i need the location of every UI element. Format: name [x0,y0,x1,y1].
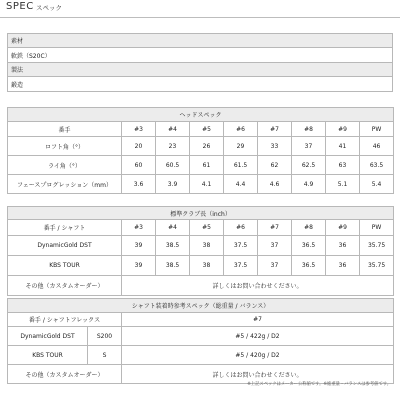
table-cell: 37 [258,256,292,276]
shaft-spec-table [7,298,394,384]
table-row [8,256,394,276]
table-row [8,346,394,365]
column-header: #6 [224,122,258,137]
column-header: #4 [156,220,190,236]
column-header: #3 [122,122,156,137]
table-cell: 38 [190,236,224,256]
table-cell: 37.5 [224,256,258,276]
table-cell: 20 [122,137,156,156]
table-row [8,175,394,194]
table-cell: 35.75 [360,236,394,256]
table-cell: 38.5 [156,236,190,256]
footnote: ※上記スペックはメーカー公称値です。※総重量・バランスは参考値です。 [247,382,391,387]
table-cell: 26 [190,137,224,156]
table-cell: 36.5 [292,236,326,256]
material-label: 素材 [8,34,393,48]
table-cell: 37.5 [224,236,258,256]
column-header: #8 [292,220,326,236]
column-header: #5 [190,220,224,236]
row-label: KBS TOUR [8,346,88,365]
table-cell: 4.4 [224,175,258,194]
table-cell: 36 [326,256,360,276]
table-cell: 35.75 [360,256,394,276]
table-cell: 62.5 [292,156,326,175]
column-header: 番手 / シャフト [8,220,122,236]
table-cell: 63 [326,156,360,175]
table-cell: 4.9 [292,175,326,194]
table-cell: 38.5 [156,256,190,276]
table-cell: 46 [360,137,394,156]
column-header: #3 [122,220,156,236]
table-cell: 38 [190,256,224,276]
table-row [8,156,394,175]
table-row [8,327,394,346]
table-cell: 4.6 [258,175,292,194]
row-label: その他（カスタムオーダー） [8,365,122,384]
column-header: #7 [122,313,394,327]
row-label: ロフト角（°） [8,137,122,156]
table-cell: #5 / 422g / D2 [122,327,394,346]
table-cell: 41 [326,137,360,156]
column-header: #5 [190,122,224,137]
table-row [8,276,394,296]
shaft-spec-title: シャフト装着時参考スペック（総重量 / バランス） [8,299,394,313]
head-spec-table [7,107,394,194]
row-label: フェースプログレッション（mm） [8,175,122,194]
table-cell: 61.5 [224,156,258,175]
table-row [8,236,394,256]
column-header: #4 [156,122,190,137]
table-cell: 36.5 [292,256,326,276]
column-header: 番手 / シャフトフレックス [8,313,122,327]
contact-note: 詳しくはお問い合わせください。 [122,276,394,296]
flex-cell: S [88,346,122,365]
table-cell: 37 [292,137,326,156]
spec-header [0,0,400,18]
column-header: #9 [326,220,360,236]
row-label: ライ角（°） [8,156,122,175]
table-cell: 23 [156,137,190,156]
table-cell: 63.5 [360,156,394,175]
column-header: #9 [326,122,360,137]
table-cell: 60 [122,156,156,175]
head-spec-title: ヘッドスペック [8,108,394,122]
table-cell: 3.9 [156,175,190,194]
table-cell: 5.1 [326,175,360,194]
table-cell: 39 [122,256,156,276]
row-label: KBS TOUR [8,256,122,276]
table-cell: 4.1 [190,175,224,194]
table-cell: 5.4 [360,175,394,194]
column-header: PW [360,122,394,137]
row-label: DynamicGold DST [8,327,88,346]
material-table [7,33,393,92]
column-header: #8 [292,122,326,137]
club-length-title: 標準クラブ長（inch） [8,207,394,220]
row-label: DynamicGold DST [8,236,122,256]
column-header: 番手 [8,122,122,137]
table-cell: 3.6 [122,175,156,194]
material-value: 軟鉄（S20C） [8,48,393,63]
spec-title: SPEC [6,1,34,12]
column-header: #7 [258,220,292,236]
spec-subtitle: スペック [36,4,62,12]
column-header: PW [360,220,394,236]
contact-note: 詳しくはお問い合わせください。 [122,365,394,384]
column-header: #7 [258,122,292,137]
table-cell: 29 [224,137,258,156]
column-header: #6 [224,220,258,236]
process-label: 製法 [8,63,393,77]
table-cell: 36 [326,236,360,256]
table-cell: 39 [122,236,156,256]
table-row [8,137,394,156]
table-cell: 62 [258,156,292,175]
table-cell: #5 / 420g / D2 [122,346,394,365]
table-cell: 60.5 [156,156,190,175]
process-value: 鍛造 [8,77,393,92]
flex-cell: S200 [88,327,122,346]
table-cell: 33 [258,137,292,156]
table-cell: 37 [258,236,292,256]
table-cell: 61 [190,156,224,175]
club-length-table [7,206,394,296]
row-label: その他（カスタムオーダー） [8,276,122,296]
